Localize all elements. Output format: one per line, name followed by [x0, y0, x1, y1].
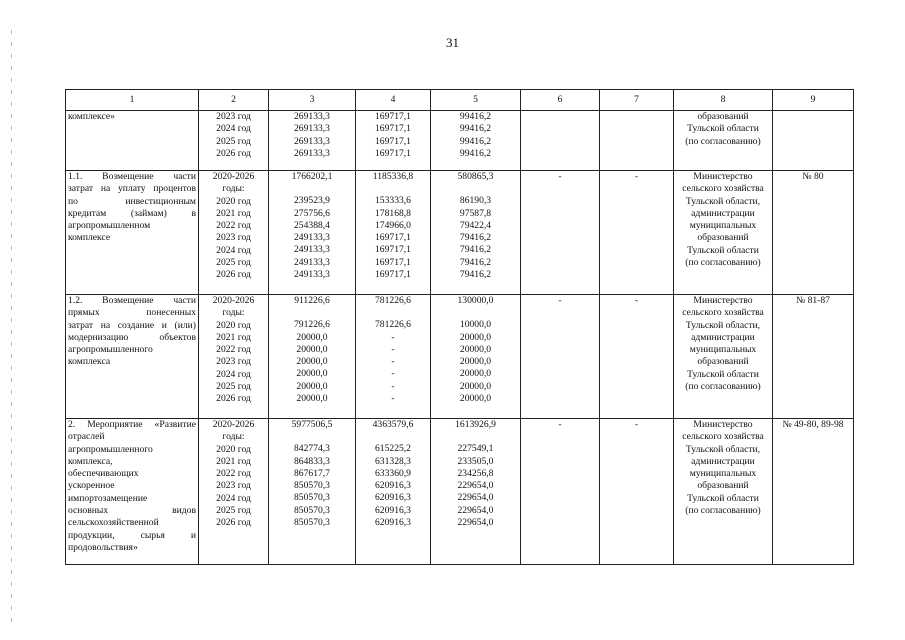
funding-value: 633360,9	[375, 467, 411, 479]
funding-value: 269133,3	[294, 147, 330, 159]
executor-line: образований	[697, 356, 749, 368]
measure-description-cell	[66, 171, 199, 295]
funding-value: 850570,3	[294, 517, 330, 529]
funding-value: 620916,3	[375, 480, 411, 492]
funding-value: 99416,2	[459, 147, 492, 159]
period-line: 2026 год	[216, 517, 251, 529]
funding-value: 580865,3	[457, 171, 494, 182]
period-line: 2023 год	[216, 232, 251, 244]
funding-value: 178168,8	[375, 207, 411, 219]
header-col-3: 3	[269, 90, 356, 111]
spacer	[271, 183, 353, 195]
executor-line: образований	[697, 480, 749, 492]
funding-value: 229654,0	[457, 480, 494, 492]
executor-cell	[674, 419, 773, 565]
funding-value: 850570,3	[294, 504, 330, 516]
executor-line: Тульской области	[687, 123, 759, 135]
description-line: прямых понесенных	[68, 307, 196, 319]
executor-line: сельского хозяйства	[682, 307, 764, 319]
spacer	[433, 183, 518, 195]
funding-value: 20000,0	[459, 331, 492, 343]
header-col-6: 6	[521, 90, 600, 111]
funding-value: 153333,6	[375, 195, 411, 207]
funding-value: 169717,1	[375, 123, 411, 135]
description-line: 1.2. Возмещение части	[68, 295, 196, 306]
funding-value: 1613926,9	[455, 419, 496, 430]
table-row	[66, 295, 854, 419]
funding-value: 97587,8	[459, 207, 492, 219]
period-line: 2025 год	[216, 257, 251, 269]
funding-value: 239523,9	[294, 195, 330, 207]
funding-value: -	[391, 368, 395, 380]
funding-value: 79422,4	[459, 219, 492, 231]
funding-value: 20000,0	[459, 368, 492, 380]
executor-line: муниципальных	[689, 468, 757, 480]
header-col-4: 4	[356, 90, 431, 111]
period-line: 2020-2026	[212, 419, 255, 430]
description-line: агропромышленного	[68, 443, 153, 455]
description-line: ускоренное	[68, 480, 115, 492]
funding-value: 249133,3	[294, 232, 330, 244]
period-line: 2021 год	[216, 331, 251, 343]
funding-value: 842774,3	[294, 443, 330, 455]
funding-value: 1766202,1	[291, 171, 333, 182]
funding-value: 20000,0	[459, 393, 492, 405]
col7-cell	[600, 111, 674, 171]
spacer	[433, 431, 518, 443]
funding-value: -	[391, 380, 395, 392]
funding-value: 249133,3	[294, 269, 330, 281]
funding-col5-cell	[431, 419, 521, 565]
funding-value: 791226,6	[294, 319, 330, 331]
col6-cell: -	[521, 419, 600, 565]
description-line: затрат на уплату процентов	[68, 183, 196, 195]
description-line: агропромышленном	[68, 220, 151, 232]
funding-value: 20000,0	[459, 380, 492, 392]
period-line: годы:	[222, 307, 245, 319]
col6-cell	[521, 111, 600, 171]
period-cell	[199, 171, 269, 295]
funding-value: 174966,0	[375, 219, 411, 231]
funding-value: 234256,8	[457, 467, 494, 479]
funding-value: 850570,3	[294, 480, 330, 492]
period-line: годы:	[222, 431, 245, 443]
executor-cell	[674, 171, 773, 295]
funding-value: 229654,0	[457, 492, 494, 504]
funding-value: 275756,6	[294, 207, 330, 219]
funding-value: -	[391, 393, 395, 405]
period-line: 2024 год	[216, 244, 251, 256]
funding-value: 169717,1	[375, 111, 411, 122]
description-line: комплексе»	[68, 111, 115, 122]
funding-value: 20000,0	[296, 393, 328, 405]
executor-line: (по согласованию)	[685, 257, 761, 269]
executor-line: Тульской области,	[685, 319, 761, 331]
col7-cell: -	[600, 171, 674, 295]
binding-margin-marks	[11, 30, 12, 630]
col6-cell: -	[521, 171, 600, 295]
period-line: 2025 год	[216, 135, 251, 147]
period-line: 2025 год	[216, 381, 251, 393]
funding-col3-cell	[269, 111, 356, 171]
funding-value: 20000,0	[296, 331, 328, 343]
funding-value: 79416,2	[459, 244, 492, 256]
funding-col3-cell	[269, 171, 356, 295]
funding-value: 254388,4	[294, 219, 330, 231]
description-line: импортозамещение	[68, 492, 148, 504]
funding-value: 229654,0	[457, 504, 494, 516]
header-row	[66, 90, 854, 111]
period-line: 2026 год	[216, 269, 251, 281]
funding-col3-cell	[269, 419, 356, 565]
period-line: 2022 год	[216, 220, 251, 232]
funding-value: 86190,3	[459, 195, 492, 207]
executor-line: (по согласованию)	[685, 505, 761, 517]
period-line: 2020-2026	[212, 295, 255, 306]
period-line: 2026 год	[216, 393, 251, 405]
funding-value: 79416,2	[459, 256, 492, 268]
funding-value: 249133,3	[294, 256, 330, 268]
funding-value: 781226,6	[375, 295, 411, 306]
funding-value: 169717,1	[375, 256, 411, 268]
spacer	[358, 307, 428, 319]
funding-value: 911226,6	[294, 295, 330, 306]
funding-value: 20000,0	[296, 380, 328, 392]
executor-line: Тульской области	[687, 492, 759, 504]
funding-value: 169717,1	[375, 147, 411, 159]
executor-cell	[674, 111, 773, 171]
period-line: 2020 год	[216, 319, 251, 331]
funding-value: 864833,3	[294, 455, 330, 467]
description-line: комплекса,	[68, 455, 113, 467]
executor-line: Тульской области	[687, 368, 759, 380]
period-line: 2024 год	[216, 123, 251, 135]
funding-value: 99416,2	[459, 111, 492, 122]
funding-col5-cell	[431, 171, 521, 295]
funding-value: 169717,1	[375, 269, 411, 281]
indicator-ref-cell: № 80	[773, 171, 854, 295]
period-line: 2020-2026	[212, 171, 255, 182]
description-line: обеспечивающих	[68, 468, 139, 480]
funding-value: 99416,2	[459, 123, 492, 135]
funding-value: 620916,3	[375, 517, 411, 529]
executor-line: Министерство	[693, 295, 753, 306]
funding-value: 4363579,6	[372, 419, 414, 430]
description-line: 1.1. Возмещение части	[68, 171, 196, 182]
funding-value: 615225,2	[375, 443, 411, 455]
period-cell	[199, 419, 269, 565]
header-col-7: 7	[600, 90, 674, 111]
program-table	[65, 89, 854, 565]
header-col-8: 8	[674, 90, 773, 111]
description-line: агропромышленного	[68, 344, 153, 356]
executor-line: администрации	[691, 331, 755, 343]
funding-value: 79416,2	[459, 269, 492, 281]
description-line: продовольствия»	[68, 541, 138, 553]
measure-description-cell	[66, 111, 199, 171]
spacer	[271, 431, 353, 443]
funding-value: 850570,3	[294, 492, 330, 504]
executor-line: Министерство	[693, 419, 753, 430]
funding-value: 5977506,5	[291, 419, 333, 430]
table-row	[66, 111, 854, 171]
funding-col4-cell	[356, 419, 431, 565]
description-line: сельскохозяйственной	[68, 517, 159, 529]
executor-line: Тульской области,	[685, 443, 761, 455]
funding-col4-cell	[356, 111, 431, 171]
funding-value: 130000,0	[457, 295, 494, 306]
col7-cell: -	[600, 295, 674, 419]
funding-value: 20000,0	[459, 343, 492, 355]
period-line: 2025 год	[216, 505, 251, 517]
indicator-ref-cell: № 81-87	[773, 295, 854, 419]
period-line: 2020 год	[216, 443, 251, 455]
funding-value: 631328,3	[375, 455, 411, 467]
header-col-1: 1	[66, 90, 199, 111]
indicator-ref-cell	[773, 111, 854, 171]
funding-value: 20000,0	[459, 356, 492, 368]
executor-line: сельского хозяйства	[682, 431, 764, 443]
funding-col4-cell	[356, 171, 431, 295]
funding-value: 169717,1	[375, 244, 411, 256]
funding-value: 249133,3	[294, 244, 330, 256]
spacer	[433, 307, 518, 319]
executor-line: (по согласованию)	[685, 381, 761, 393]
funding-value: 781226,6	[375, 319, 411, 331]
funding-value: -	[391, 331, 395, 343]
description-line: комплексе	[68, 232, 111, 244]
header-col-2: 2	[199, 90, 269, 111]
description-line: продукции, сырья и	[68, 529, 196, 541]
header-col-9: 9	[773, 90, 854, 111]
funding-col5-cell	[431, 111, 521, 171]
executor-line: администрации	[691, 455, 755, 467]
funding-value: 229654,0	[457, 517, 494, 529]
indicator-ref-cell: № 49-80, 89-98	[773, 419, 854, 565]
funding-value: 169717,1	[375, 135, 411, 147]
period-line: 2020 год	[216, 195, 251, 207]
executor-line: Тульской области	[687, 244, 759, 256]
period-line: 2021 год	[216, 455, 251, 467]
executor-line: Тульской области,	[685, 195, 761, 207]
col7-cell: -	[600, 419, 674, 565]
funding-value: 20000,0	[296, 356, 328, 368]
period-line: 2023 год	[216, 356, 251, 368]
period-line: 2022 год	[216, 344, 251, 356]
description-line: по инвестиционным	[68, 195, 196, 207]
executor-line: сельского хозяйства	[682, 183, 764, 195]
funding-value: 10000,0	[459, 319, 492, 331]
funding-value: 20000,0	[296, 368, 328, 380]
funding-col3-cell	[269, 295, 356, 419]
funding-value: 79416,2	[459, 232, 492, 244]
funding-value: 99416,2	[459, 135, 492, 147]
description-line: затрат на создание и (или)	[68, 319, 196, 331]
executor-line: муниципальных	[689, 220, 757, 232]
funding-col5-cell	[431, 295, 521, 419]
funding-value: 620916,3	[375, 492, 411, 504]
funding-value: 233505,0	[457, 455, 494, 467]
funding-value: 269133,3	[294, 135, 330, 147]
period-line: 2023 год	[216, 480, 251, 492]
measure-description-cell	[66, 419, 199, 565]
funding-value: 269133,3	[294, 111, 330, 122]
period-line: 2026 год	[216, 147, 251, 159]
period-line: 2022 год	[216, 468, 251, 480]
description-line: 2. Мероприятие «Развитие	[68, 419, 196, 430]
funding-value: 269133,3	[294, 123, 330, 135]
executor-line: Министерство	[693, 171, 753, 182]
funding-value: -	[391, 356, 395, 368]
executor-line: (по согласованию)	[685, 135, 761, 147]
funding-value: 620916,3	[375, 504, 411, 516]
funding-value: 867617,7	[294, 467, 330, 479]
funding-col4-cell	[356, 295, 431, 419]
spacer	[271, 307, 353, 319]
description-line: отраслей	[68, 431, 105, 443]
period-line: 2024 год	[216, 492, 251, 504]
executor-line: муниципальных	[689, 344, 757, 356]
description-line: комплекса	[68, 356, 111, 368]
executor-cell	[674, 295, 773, 419]
measure-description-cell	[66, 295, 199, 419]
table-row	[66, 419, 854, 565]
executor-line: образований	[697, 232, 749, 244]
description-line: кредитам (займам) в	[68, 207, 196, 219]
funding-value: 20000,0	[296, 343, 328, 355]
funding-value: 169717,1	[375, 232, 411, 244]
funding-value: 1185336,8	[372, 171, 414, 182]
spacer	[358, 183, 428, 195]
period-line: 2024 год	[216, 368, 251, 380]
funding-value: 227549,1	[457, 443, 494, 455]
col6-cell: -	[521, 295, 600, 419]
period-cell	[199, 111, 269, 171]
executor-line: образований	[697, 111, 749, 122]
description-line: основных видов	[68, 505, 196, 517]
period-line: годы:	[222, 183, 245, 195]
period-line: 2021 год	[216, 207, 251, 219]
funding-value: -	[391, 343, 395, 355]
table-row	[66, 171, 854, 295]
period-line: 2023 год	[216, 111, 251, 122]
period-cell	[199, 295, 269, 419]
header-col-5: 5	[431, 90, 521, 111]
spacer	[358, 431, 428, 443]
description-line: модернизацию объектов	[68, 331, 196, 343]
page-number: 31	[446, 35, 459, 50]
executor-line: администрации	[691, 207, 755, 219]
